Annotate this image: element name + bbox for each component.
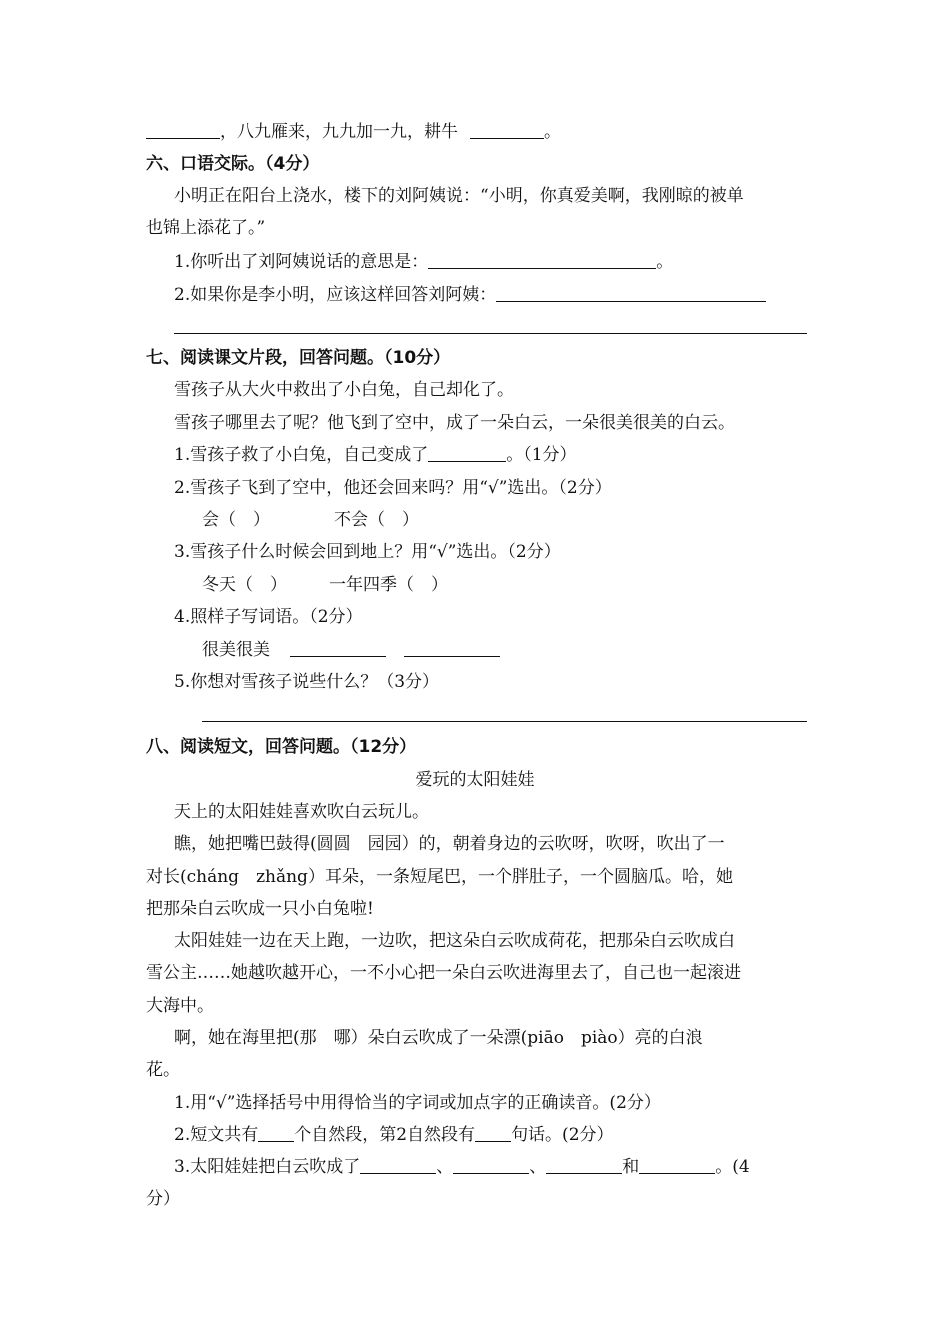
passage-paragraph: 天上的太阳娃娃喜欢吹白云玩儿。 (174, 802, 429, 822)
answer-blank[interactable] (453, 1155, 529, 1174)
answer-blank[interactable] (546, 1155, 622, 1174)
question-6-1: 1.你听出了刘阿姨说话的意思是： 。 (174, 252, 674, 272)
word-example: 很美很美 (202, 640, 270, 660)
answer-blank[interactable] (428, 443, 506, 462)
question-7-2: 2.雪孩子飞到了空中，他还会回来吗？用“√”选出。（2分） (174, 478, 612, 498)
word-example-row (202, 638, 500, 662)
answer-blank[interactable] (496, 283, 766, 302)
answer-blank[interactable] (639, 1155, 715, 1174)
section-6-paragraph: 小明正在阳台上浇水，楼下的刘阿姨说：“小明，你真爱美啊，我刚晾的被单 (174, 186, 744, 206)
answer-blank[interactable] (428, 250, 656, 269)
question-8-2: 2.短文共有 个自然段，第2自然段有 句话。(2分） (174, 1125, 614, 1145)
passage-paragraph: 把那朵白云吹成一只小白兔啦! (146, 899, 374, 919)
passage-paragraph: 瞧，她把嘴巴鼓得(圆圆 园园）的，朝着身边的云吹呀，吹呀，吹出了一 (174, 834, 725, 854)
answer-blank[interactable] (258, 1123, 294, 1142)
section-8-heading: 八、阅读短文，回答问题。（12分） (146, 737, 417, 757)
answer-blank[interactable] (404, 638, 500, 657)
passage-paragraph: 花。 (146, 1060, 180, 1080)
answer-blank[interactable] (290, 638, 386, 657)
section-6-paragraph: 也锦上添花了。” (146, 218, 266, 238)
answer-blank[interactable] (475, 1123, 511, 1142)
question-8-1: 1.用“√”选择括号中用得恰当的字词或加点字的正确读音。(2分） (174, 1093, 661, 1113)
choice-row (202, 508, 419, 532)
question-7-3: 3.雪孩子什么时候会回到地上？用“√”选出。（2分） (174, 542, 561, 562)
passage-paragraph: 大海中。 (146, 996, 214, 1016)
section-6-heading: 六、口语交际。（4分） (146, 154, 320, 174)
question-8-3-continued: 分） (146, 1189, 180, 1209)
fill-line-top: ，八九雁来，九九加一九，耕牛 。 (146, 120, 561, 144)
question-7-5: 5.你想对雪孩子说些什么？（3分） (174, 672, 440, 692)
choice-all-seasons[interactable]: 一年四季（ ） (329, 575, 448, 595)
choice-no[interactable]: 不会（ ） (334, 510, 419, 530)
choice-yes[interactable]: 会（ ） (202, 510, 270, 530)
passage-title: 爱玩的太阳娃娃 (415, 770, 535, 790)
question-8-3: 3.太阳娃娃把白云吹成了 、 、 和 。(4 (174, 1157, 750, 1177)
choice-winter[interactable]: 冬天（ ） (202, 575, 287, 595)
question-7-1: 1.雪孩子救了小白兔，自己变成了 。（1分） (174, 445, 577, 465)
section-7-paragraph: 雪孩子从大火中救出了小白兔，自己却化了。 (174, 380, 514, 400)
passage-paragraph: 雪公主……她越吹越开心，一不小心把一朵白云吹进海里去了，自己也一起滚进 (146, 963, 741, 983)
answer-line[interactable] (174, 333, 807, 334)
answer-blank[interactable] (360, 1155, 436, 1174)
section-7-heading: 七、阅读课文片段，回答问题。（10分） (146, 348, 451, 368)
answer-blank[interactable] (146, 120, 220, 139)
choice-row (202, 573, 448, 597)
rhyme-text: ，八九雁来，九九加一九，耕牛 (220, 122, 458, 142)
answer-line[interactable] (202, 721, 807, 722)
question-6-2: 2.如果你是李小明，应该这样回答刘阿姨： (174, 283, 766, 307)
passage-paragraph: 啊，她在海里把(那 哪）朵白云吹成了一朵漂(piāo piào）亮的白浪 (174, 1028, 703, 1048)
answer-blank[interactable] (470, 120, 544, 139)
passage-paragraph: 太阳娃娃一边在天上跑，一边吹，把这朵白云吹成荷花，把那朵白云吹成白 (174, 931, 735, 951)
passage-paragraph: 对长(cháng zhǎng）耳朵，一条短尾巴，一个胖肚子，一个圆脑瓜。哈，她 (146, 867, 733, 887)
question-7-4: 4.照样子写词语。（2分） (174, 607, 363, 627)
section-7-paragraph: 雪孩子哪里去了呢？他飞到了空中，成了一朵白云，一朵很美很美的白云。 (174, 413, 735, 433)
